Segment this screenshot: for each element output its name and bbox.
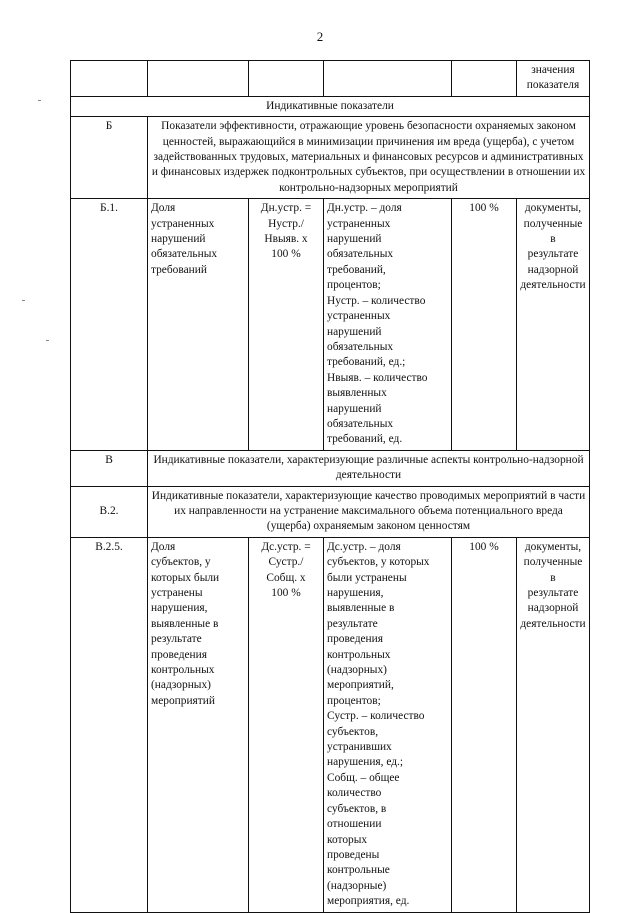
row-b1-description: Дн.устр. – доля устраненных нарушений обязательных требований, процентов; Нустр. – количество устраненных нарушений обязательных требований, ед.; Нвыяв. – количество выявленных нарушений обязательных требований, ед. bbox=[324, 199, 452, 451]
row-b1-formula: Дн.устр. = Нустр./ Нвыяв. х 100 % bbox=[249, 199, 324, 451]
row-v25-source: документы, полученные в результате надзорной деятельности bbox=[517, 537, 590, 912]
table-header-row bbox=[71, 61, 590, 97]
indicative-header: Индикативные показатели bbox=[71, 96, 590, 116]
section-v-code: В bbox=[71, 450, 148, 486]
row-b1-source: документы, полученные в результате надзорной деятельности bbox=[517, 199, 590, 451]
row-b1-name: Доля устраненных нарушений обязательных требований bbox=[148, 199, 249, 451]
section-v2-code: В.2. bbox=[71, 486, 148, 537]
section-v-row bbox=[71, 450, 590, 486]
header-cell-name bbox=[148, 61, 249, 97]
indicators-table bbox=[70, 60, 590, 913]
row-v25-description: Дс.устр. – доля субъектов, у которых были устранены нарушения, выявленные в результате проведения контрольных (надзорных) мероприятий, процентов; Сустр. – количество субъектов, устранивших нарушения, ед.; Собщ. – общее количество субъектов, в отношении которых проведены контрольные (надзорные) мероприятия, ед. bbox=[324, 537, 452, 912]
section-v2-title: Индикативные показатели, характеризующие качество проводимых мероприятий в части их направленности на устранение максимального объема потенциального вреда (ущерба) охраняемым законом ценностям bbox=[148, 486, 590, 537]
page-number: 2 bbox=[316, 29, 324, 44]
header-cell-target bbox=[452, 61, 517, 97]
table-row bbox=[71, 199, 590, 451]
row-v25-target: 100 % bbox=[452, 537, 517, 912]
row-b1-code: Б.1. bbox=[71, 199, 148, 451]
row-b1-target: 100 % bbox=[452, 199, 517, 451]
row-v25-name: Доля субъектов, у которых были устранены нарушения, выявленные в результате проведения контрольных (надзорных) мероприятий bbox=[148, 537, 249, 912]
header-cell-description bbox=[324, 61, 452, 97]
section-b-row bbox=[71, 117, 590, 199]
section-b-code: Б bbox=[71, 117, 148, 199]
section-b-title: Показатели эффективности, отражающие уровень безопасности охраняемых законом ценностей, выражающийся в минимизации причинения им вреда (ущерба), с учетом задействованных трудовых, материальных и финансовых ресурсов и административных и финансовых издержек подконтрольных субъектов, при осуществлении в отношении их контрольно-надзорных мероприятий bbox=[148, 117, 590, 199]
indicative-header-row bbox=[71, 96, 590, 116]
row-v25-code: В.2.5. bbox=[71, 537, 148, 912]
header-cell-formula bbox=[249, 61, 324, 97]
table-row bbox=[71, 537, 590, 912]
header-cell-source: значения показателя bbox=[517, 61, 590, 97]
section-v2-row bbox=[71, 486, 590, 537]
section-v-title: Индикативные показатели, характеризующие различные аспекты контрольно-надзорной деятельности bbox=[148, 450, 590, 486]
header-cell-code bbox=[71, 61, 148, 97]
row-v25-formula: Дс.устр. = Сустр./ Собщ. х 100 % bbox=[249, 537, 324, 912]
